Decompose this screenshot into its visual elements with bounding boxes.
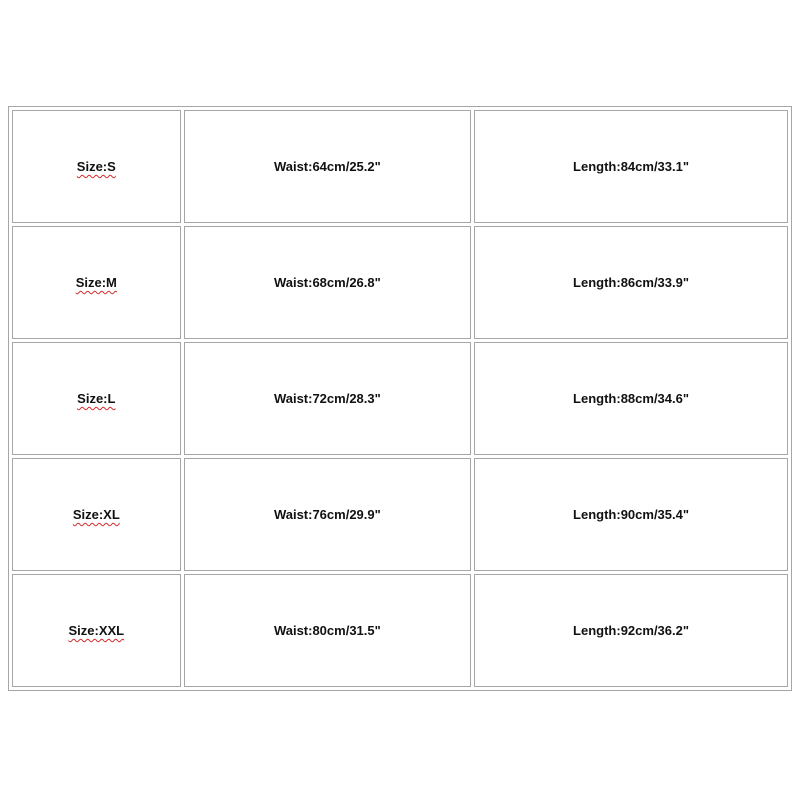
waist-value: Waist:68cm/26.8": [273, 275, 381, 290]
size-chart-table: [8, 106, 792, 691]
size-cell: [12, 574, 181, 687]
waist-cell: [184, 342, 471, 455]
size-cell: [12, 226, 181, 339]
table-row: [12, 342, 788, 455]
waist-value: Waist:76cm/29.9": [273, 507, 381, 522]
size-label: Size:XL: [72, 507, 120, 522]
size-cell: [12, 342, 181, 455]
length-cell: [474, 226, 788, 339]
waist-cell: [184, 458, 471, 571]
length-value: Length:88cm/34.6": [573, 391, 690, 406]
table-row: [12, 110, 788, 223]
length-value: Length:86cm/33.9": [573, 275, 690, 290]
size-label: Size:XXL: [68, 623, 125, 638]
length-value: Length:84cm/33.1": [573, 159, 690, 174]
length-cell: [474, 574, 788, 687]
waist-cell: [184, 110, 471, 223]
length-value: Length:92cm/36.2": [573, 623, 690, 638]
size-cell: [12, 110, 181, 223]
length-cell: [474, 342, 788, 455]
table-row: [12, 458, 788, 571]
waist-value: Waist:72cm/28.3": [273, 391, 381, 406]
length-value: Length:90cm/35.4": [573, 507, 690, 522]
length-cell: [474, 110, 788, 223]
size-label: Size:L: [77, 391, 116, 406]
size-label: Size:S: [76, 159, 116, 174]
size-label: Size:M: [75, 275, 117, 290]
size-cell: [12, 458, 181, 571]
length-cell: [474, 458, 788, 571]
table-row: [12, 226, 788, 339]
waist-cell: [184, 226, 471, 339]
waist-cell: [184, 574, 471, 687]
waist-value: Waist:64cm/25.2": [273, 159, 381, 174]
table-row: [12, 574, 788, 687]
waist-value: Waist:80cm/31.5": [273, 623, 381, 638]
